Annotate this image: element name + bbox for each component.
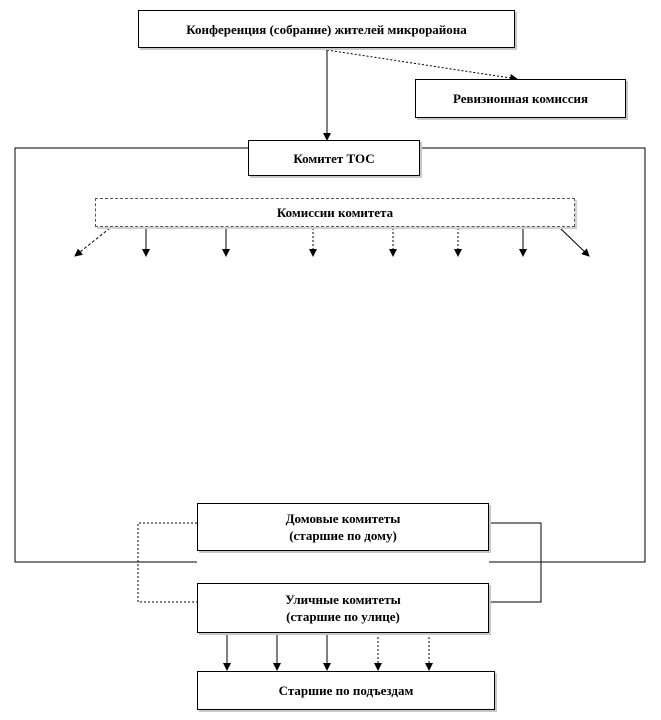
audit-commission-label: Ревизионная комиссия: [452, 91, 588, 106]
conference-box: [138, 10, 515, 48]
entrance-elders-label: Старшие по подъездам: [278, 683, 414, 698]
committee-label: Комитет ТОС: [293, 150, 375, 166]
commissions-box: [95, 198, 575, 227]
entrance-elders-box: [197, 671, 495, 710]
house-committees-box: [197, 503, 489, 551]
house-committees-label: Домовые комитеты: [285, 511, 401, 526]
commissions-label: Комиссии комитета: [276, 205, 394, 220]
street-committees-label: Уличные комитеты: [285, 592, 401, 607]
conference-label: Конференция (собрание) жителей микрорайона: [186, 21, 467, 37]
street-committees-sublabel: (старшие по улице): [286, 609, 400, 624]
commission-arrow-1: [75, 228, 110, 256]
house-committees-sublabel: (старшие по дому): [289, 528, 397, 543]
commission-arrow-8: [560, 228, 589, 256]
arrow-conference-to-audit: [327, 50, 517, 79]
audit-commission-box: [415, 79, 626, 118]
committee-box: [248, 140, 420, 176]
street-committees-box: [197, 583, 489, 633]
